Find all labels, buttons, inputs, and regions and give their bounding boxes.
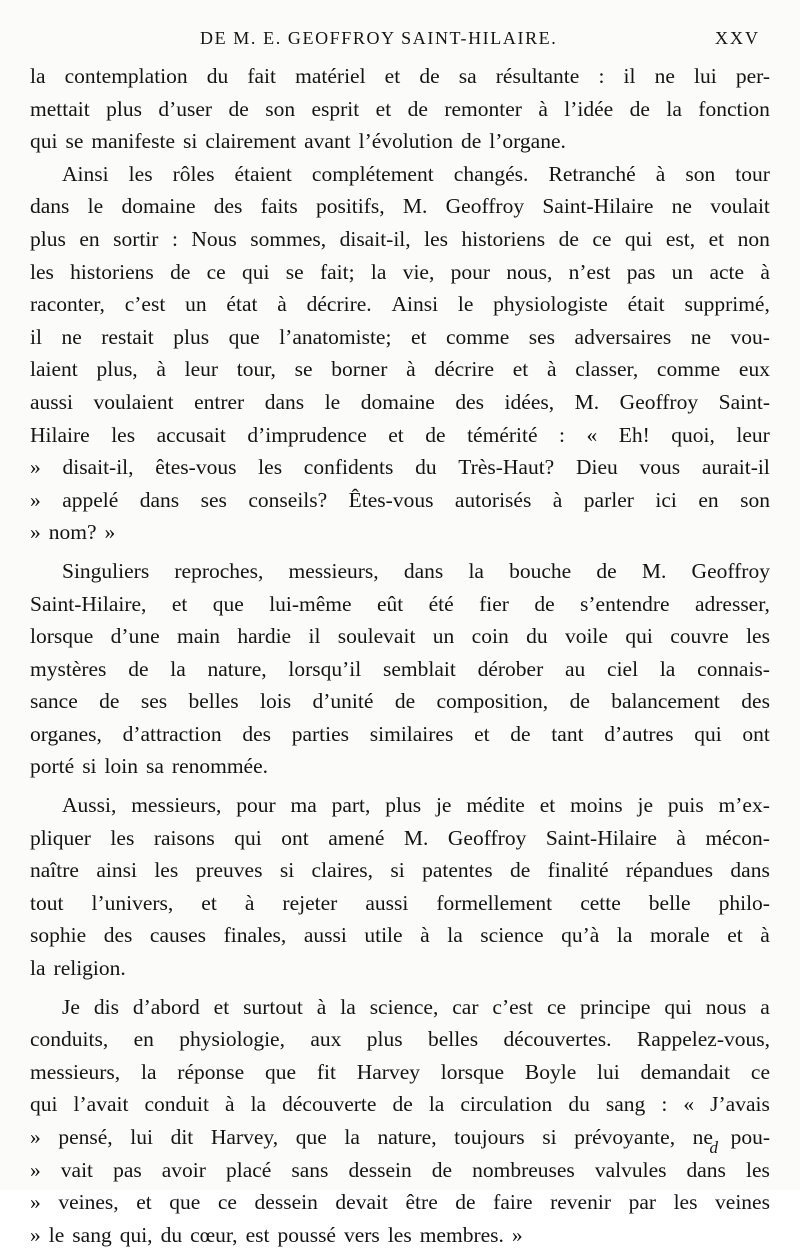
text-line: Saint-Hilaire, et que lui-même eût été fier de s’entendre adresser, (30, 591, 770, 616)
text-line: Aussi, messieurs, pour ma part, plus je médite et moins je puis m’ex- (62, 793, 770, 818)
text-line: conduits, en physiologie, aux plus belles découvertes. Rappelez-vous, (30, 1027, 770, 1052)
text-line: lorsque d’une main hardie il soulevait un coin du voile qui couvre les (30, 624, 770, 649)
text-line: naître ainsi les preuves si claires, si patentes de finalité répandues dans (30, 858, 770, 883)
signature-mark: d (709, 1138, 718, 1157)
text-line: sophie des causes finales, aussi utile à la science qu’à la morale et à (30, 923, 770, 948)
text-line: Singuliers reproches, messieurs, dans la bouche de M. Geoffroy (62, 558, 770, 583)
text-line: mettait plus d’user de son esprit et de remonter à l’idée de la fonction (30, 96, 770, 121)
text-line: » disait-il, êtes-vous les confidents du Très-Haut? Dieu vous aurait-il (30, 455, 770, 480)
paragraph (30, 991, 770, 1251)
text-line: porté si loin sa renommée. (30, 754, 269, 779)
running-head: DE M. E. GEOFFROY SAINT-HILAIRE. (200, 28, 558, 48)
paragraph (30, 158, 770, 549)
text-line: Hilaire les accusait d’imprudence et de témérité : « Eh! quoi, leur (30, 422, 770, 447)
text-line: » le sang qui, du cœur, est poussé vers les membres. » (30, 1222, 523, 1247)
text-line: la contemplation du fait matériel et de sa résultante : il ne lui per- (30, 64, 770, 88)
text-line: » veines, et que ce dessein devait être de faire revenir par les veines (30, 1190, 770, 1215)
text-line: plus en sortir : Nous sommes, disait-il, les historiens de ce qui est, et non (30, 226, 770, 251)
text-line: la religion. (30, 956, 126, 981)
text-line: il ne restait plus que l’anatomiste; et comme ses adversaires ne vou- (30, 324, 770, 349)
text-line: » pensé, lui dit Harvey, que la nature, toujours si prévoyante, ne pou- (30, 1125, 770, 1149)
text-line: raconter, c’est un état à décrire. Ainsi le physiologiste était supprimé, (30, 292, 770, 317)
text-line: pliquer les raisons qui ont amené M. Geoffroy Saint-Hilaire à mécon- (30, 825, 770, 850)
text-line: les historiens de ce qui se fait; la vie, pour nous, n’est pas un acte à (30, 259, 770, 284)
text-line: tout l’univers, et à rejeter aussi formellement cette belle philo- (30, 890, 770, 915)
text-line: aussi voulaient entrer dans le domaine des idées, M. Geoffroy Saint- (30, 389, 770, 414)
text-line: » nom? » (30, 520, 116, 545)
text-line: sance de ses belles lois d’unité de composition, de balancement des (30, 689, 770, 714)
text-line: Ainsi les rôles étaient complétement changés. Retranché à son tour (62, 161, 770, 186)
page-header (0, 24, 800, 54)
paragraph (30, 789, 770, 985)
text-line: » vait pas avoir placé sans dessein de nombreuses valvules dans les (30, 1157, 770, 1182)
paragraph (30, 60, 770, 158)
text-line: qui l’avait conduit à la découverte de la circulation du sang : « J’avais (30, 1092, 770, 1117)
text-line: Je dis d’abord et surtout à la science, car c’est ce principe qui nous a (62, 994, 770, 1019)
text-line: » appelé dans ses conseils? Êtes-vous autorisés à parler ici en son (30, 487, 770, 512)
text-line: dans le domaine des faits positifs, M. Geoffroy Saint-Hilaire ne voulait (30, 194, 770, 219)
text-line: qui se manifeste si clairement avant l’évolution de l’organe. (30, 129, 566, 154)
paragraph (30, 555, 770, 783)
body-text (30, 60, 770, 1251)
text-line: laient plus, à leur tour, se borner à décrire et à classer, comme eux (30, 357, 770, 382)
text-line: organes, d’attraction des parties similaires et de tant d’autres qui ont (30, 721, 770, 746)
text-line: messieurs, la réponse que fit Harvey lorsque Boyle lui demandait ce (30, 1059, 770, 1084)
text-line: mystères de la nature, lorsqu’il semblait dérober au ciel la connais- (30, 656, 770, 681)
page-number: XXV (715, 28, 760, 48)
